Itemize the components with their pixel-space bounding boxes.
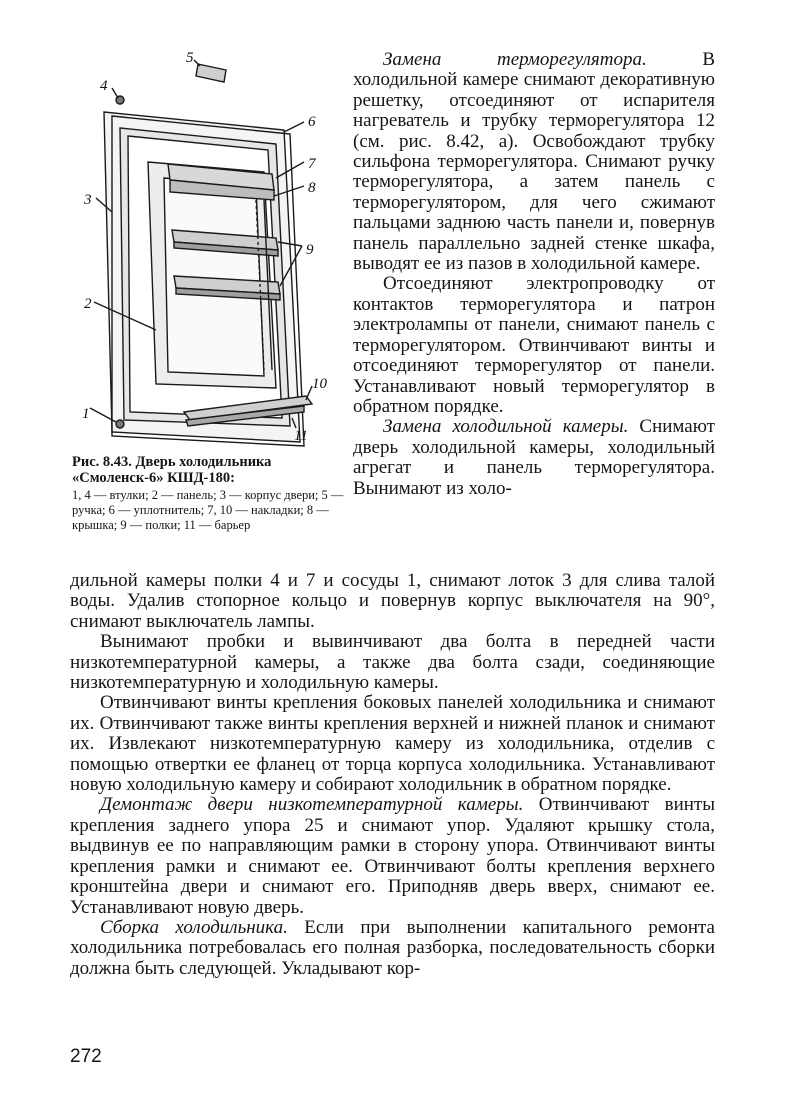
label-6: 6 [308,114,316,130]
figure-caption [72,454,354,533]
caption-title: Рис. 8.43. Дверь холодильника «Смоленск-6» КШД-180: [72,454,272,486]
handle [196,64,226,82]
text-freezer-door: Отвинчивают винты крепления заднего упора 25 и снимают упор. Удаляют крышку стола, выдвинув ее по направляющим рамки в сторону упора. Отвинчивают винты крепления рамки и снимают ее. Отвинчивают болты крепления верхнего кронштейна двери и снимают его. Приподняв дверь вверх, снимают ее. Устанавливают новую дверь. [70,794,715,918]
text-assembly: Если при выполнении капитального ремонта холодильника потребовалась его полная разборка, последовательность сборки должна быть следующей. Укладывают кор- [70,916,715,979]
label-5: 5 [186,50,194,66]
refrigerator-door-figure [68,50,358,460]
label-10: 10 [312,376,327,392]
paragraph-bolts: Вынимают пробки и вывинчивают два болта в передней части низкотемпературной камеры, а также два болта сзади, соединяющие низкотемпературную и холодильную камеры. [70,631,715,694]
paragraph-freezer-door [70,795,715,917]
label-8: 8 [308,180,316,196]
paragraph-wiring [353,274,715,417]
text-chamber: Снимают дверь холодильной камеры, холодильный агрегат и панель терморегулятора. Вынимают из холо- [353,416,715,499]
paragraph-chamber [353,417,715,499]
full-width-text [70,571,715,979]
label-11: 11 [294,428,308,444]
heading-assembly: Сборка холодильника. [100,916,288,938]
label-7: 7 [308,156,316,172]
label-3: 3 [84,192,92,208]
heading-freezer-door: Демонтаж двери низкотемпературной камеры. [100,794,524,816]
label-4: 4 [100,78,108,94]
caption-legend: 1, 4 — втулки; 2 — панель; 3 — корпус двери; 5 — ручка; 6 — уплотнитель; 7, 10 — накладки; 8 — крышка; 9 — полки; 11 — барьер [72,488,344,532]
door-drawing [68,50,358,460]
text-wiring: Отсоединяют электропроводку от контактов терморегулятора и патрон электролампы от панели, снимают панель с терморегулятором. Отвинчивают винты и отсоединяют терморегулятор от панели. Устанавливают новый терморегулятор в обратном порядке. [353,273,715,417]
label-2: 2 [84,296,92,312]
heading-chamber: Замена холодильной камеры. [383,416,629,438]
paragraph-chamber-cont: дильной камеры полки 4 и 7 и сосуды 1, снимают лоток 3 для слива талой воды. Удалив стопорное кольцо и повернув корпус выключателя на 90°, снимают выключатель лампы. [70,570,715,632]
bushing-bottom [116,420,124,428]
right-column [353,50,715,499]
heading-thermostat: Замена терморегулятора. [383,49,647,70]
label-9: 9 [306,242,314,258]
paragraph-panels: Отвинчивают винты крепления боковых панелей холодильника и снимают их. Отвинчивают также винты крепления верхней и нижней планок и снимают их. Извлекают низкотемпературную камеру из холодильника, отделив с помощью отвертки ее фланец от торца корпуса холодильника. Устанавливают новую холодильную камеру и собирают холодильник в обратном порядке. [70,692,715,796]
label-1: 1 [82,406,90,422]
paragraph-thermostat [353,50,715,274]
text-thermostat: В холодильной камере снимают декоративную решетку, отсоединяют от испарителя нагреватель и трубку терморегулятора 12 (см. рис. 8.42, а). Освобождают трубку сильфона терморегулятора. Снимают ручку терморегулятора, а затем панель с терморегулятором, для чего сжимают пальцами заднюю часть панели и, повернув панель параллельно задней стенке шкафа, выводят ее из пазов в холодильной камере. [353,49,715,275]
paragraph-assembly [70,918,715,979]
page-number: 272 [70,1046,102,1067]
